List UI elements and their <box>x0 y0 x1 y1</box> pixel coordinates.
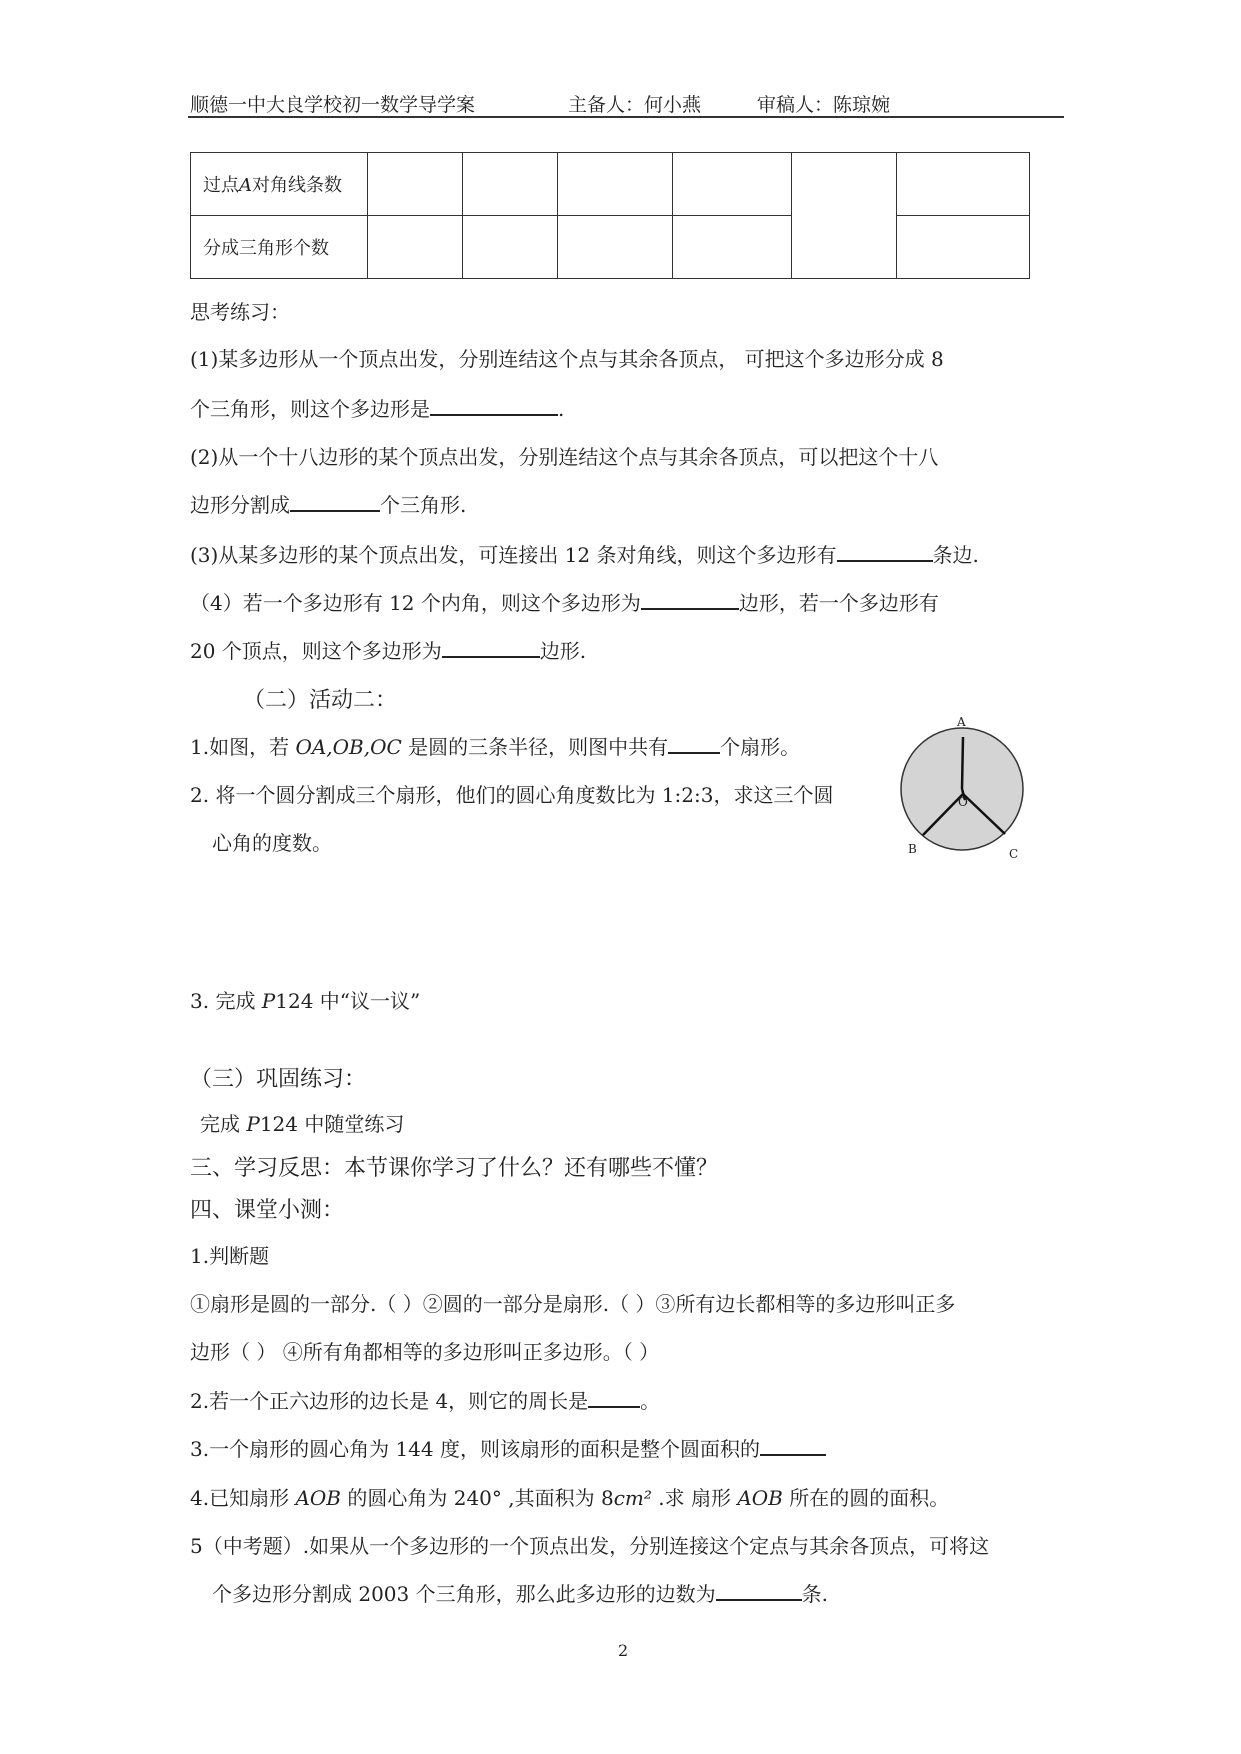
radius-oa <box>962 737 963 789</box>
table-cell <box>897 153 1030 216</box>
activity2-title: （二）活动二： <box>243 688 398 713</box>
table-cell <box>673 153 792 216</box>
quiz-q5-line2: 个多边形分割成 2003 个三角形，那么此多边形的边数为 条. <box>212 1582 828 1606</box>
table-cell <box>368 216 463 279</box>
activity2-q2-line1: 2. 将一个圆分割成三个扇形，他们的圆心角度数比为 1:2:3，求这三个圆 <box>190 783 834 807</box>
activity3-line: 完成 P124 中随堂练习 <box>200 1112 405 1136</box>
answer-blank[interactable] <box>290 492 380 512</box>
header-reviewer: 审稿人：陈琼婉 <box>757 94 891 116</box>
table-cell <box>897 216 1030 279</box>
quiz-title: 四、课堂小测： <box>190 1198 345 1223</box>
quiz-q5-line1: 5（中考题）.如果从一个多边形的一个顶点出发，分别连接这个定点与其余各顶点，可将这 <box>190 1534 990 1558</box>
think-q4-line1: （4）若一个多边形有 12 个内角，则这个多边形为 边形，若一个多边形有 <box>190 591 939 615</box>
table-cell <box>558 216 673 279</box>
table-cell <box>463 216 558 279</box>
quiz-q4: 4.已知扇形 AOB 的圆心角为 240° ,其面积为 8cm² .求 扇形 AOB 所在的圆的面积。 <box>190 1486 950 1510</box>
think-q1-line1: (1)某多边形从一个顶点出发，分别连结这个点与其余各顶点， 可把这个多边形分成 8 <box>190 347 944 371</box>
page-number: 2 <box>618 1641 629 1660</box>
quiz-q1-line2: 边形（ ） ④所有角都相等的多边形叫正多边形。（ ） <box>190 1340 660 1364</box>
answer-blank[interactable] <box>668 734 720 754</box>
think-q1-line2: 个三角形，则这个多边形是 . <box>190 397 565 421</box>
header-preparer: 主备人：何小燕 <box>568 94 702 116</box>
label-c: C <box>1009 847 1019 861</box>
answer-blank[interactable] <box>760 1436 826 1456</box>
quiz-q2: 2.若一个正六边形的边长是 4，则它的周长是 。 <box>190 1389 661 1413</box>
quiz-q1-title: 1.判断题 <box>190 1244 270 1268</box>
table-cell <box>673 216 792 279</box>
table-row1-label: 过点A对角线条数 <box>191 153 368 216</box>
table-row <box>191 216 1030 279</box>
think-title: 思考练习： <box>190 300 290 324</box>
answer-blank[interactable] <box>641 590 739 610</box>
header-school: 顺德一中大良学校初一数学导学案 <box>190 94 476 116</box>
label-a: A <box>957 715 966 729</box>
header-rule <box>188 116 1064 118</box>
answer-blank[interactable] <box>716 1581 802 1601</box>
reflection-heading: 三、学习反思：本节课你学习了什么？还有哪些不懂？ <box>190 1156 719 1181</box>
activity2-q3: 3. 完成 P124 中“议一议” <box>190 989 421 1013</box>
table-row2-label: 分成三角形个数 <box>191 216 368 279</box>
answer-blank[interactable] <box>430 396 558 416</box>
think-q2-line2: 边形分割成 个三角形. <box>190 493 467 517</box>
label-o: O <box>958 795 968 809</box>
think-q4-line2: 20 个顶点，则这个多边形为 边形. <box>190 639 587 663</box>
quiz-q3: 3.一个扇形的圆心角为 144 度，则该扇形的面积是整个圆面积的 <box>190 1433 826 1462</box>
answer-blank[interactable] <box>442 638 540 658</box>
think-q2-line1: (2)从一个十八边形的某个顶点出发，分别连结这个点与其余各顶点，可以把这个十八 <box>190 445 939 469</box>
circle-sector-figure <box>895 710 1027 862</box>
activity2-q1: 1.如图，若 OA,OB,OC 是圆的三条半径，则图中共有 个扇形。 <box>190 735 801 759</box>
answer-blank[interactable] <box>588 1388 640 1408</box>
label-b: B <box>908 842 917 856</box>
quiz-q1-line1: ①扇形是圆的一部分.（ ）②圆的一部分是扇形.（ ）③所有边长都相等的多边形叫正多 <box>190 1292 956 1316</box>
table-cell <box>368 153 463 216</box>
activity3-title: （三）巩固练习： <box>190 1067 367 1092</box>
table-row <box>191 153 1030 216</box>
table-cell <box>463 153 558 216</box>
diagonal-table <box>190 152 1030 279</box>
table-cell <box>558 153 673 216</box>
think-q3: (3)从某多边形的某个顶点出发，可连接出 12 条对角线，则这个多边形有 条边. <box>190 543 979 567</box>
table-cell <box>792 153 897 279</box>
answer-blank[interactable] <box>837 542 933 562</box>
activity2-q2-line2: 心角的度数。 <box>212 831 332 855</box>
